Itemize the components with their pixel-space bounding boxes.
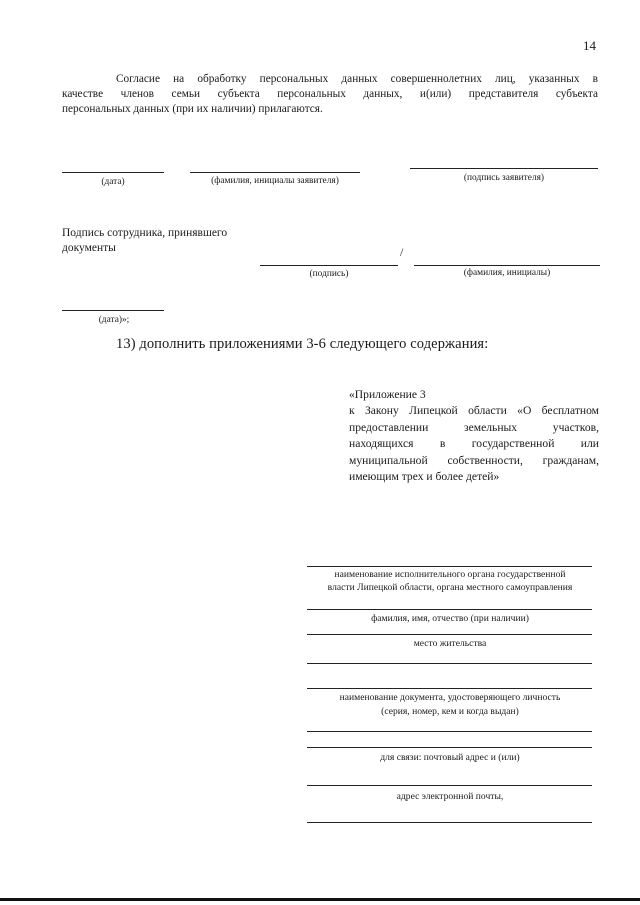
applicant-signature-line	[410, 168, 598, 169]
identity-doc-caption-line-1: наименование документа, удостоверяющего личность	[339, 692, 561, 703]
full-name-caption: фамилия, имя, отчество (при наличии)	[371, 613, 529, 624]
appendix-header	[349, 387, 599, 485]
residence-field-line	[307, 634, 592, 635]
appendix-title: «Приложение 3	[349, 388, 426, 401]
authority-caption-line-1: наименование исполнительного органа государственной	[334, 569, 566, 580]
consent-line-3: персональных данных (при их наличии) прилагаются.	[62, 103, 323, 115]
authority-field-line	[307, 566, 592, 567]
applicant-name-line	[190, 172, 360, 173]
employee-date-line	[62, 310, 164, 311]
consent-line-1: Согласие на обработку персональных данных совершеннолетних лиц, указанных в	[116, 73, 598, 85]
amendment-text: 13) дополнить приложениями 3-6 следующего содержания:	[116, 336, 489, 352]
scan-bottom-edge	[0, 898, 640, 901]
page-number: 14	[583, 38, 596, 53]
employee-name-line	[414, 265, 600, 266]
residence-extra-line	[307, 663, 592, 664]
identity-doc-caption-line-2: (серия, номер, кем и когда выдан)	[381, 706, 519, 717]
employee-signature-caption: (подпись)	[309, 269, 349, 279]
appendix-line-4: муниципальной собственности, гражданам,	[349, 453, 599, 467]
signature-separator: /	[400, 245, 404, 259]
employee-name-caption: (фамилия, инициалы)	[463, 268, 551, 278]
contact-caption: для связи: почтовый адрес и (или)	[380, 752, 520, 763]
appendix-line-2: предоставлении земельных участков,	[349, 420, 599, 434]
email-caption: адрес электронной почты,	[396, 791, 504, 802]
employee-signature-label	[62, 226, 227, 256]
authority-caption-line-2: власти Липецкой области, органа местного самоуправления	[327, 582, 573, 593]
residence-caption: место жительства	[413, 638, 487, 649]
contact-extra-line	[307, 785, 592, 786]
employee-signature-line	[260, 265, 398, 266]
full-name-field-line	[307, 609, 592, 610]
employee-date-caption: (дата)»;	[98, 315, 130, 325]
applicant-name-caption: (фамилия, инициалы заявителя)	[211, 176, 339, 186]
appendix-line-1: к Закону Липецкой области «О бесплатном	[349, 404, 599, 418]
applicant-signature-caption: (подпись заявителя)	[463, 173, 545, 183]
appendix-line-5: имеющим трех и более детей»	[349, 470, 500, 484]
date-caption: (дата)	[101, 177, 125, 187]
contact-field-line	[307, 747, 592, 748]
identity-doc-field-line	[307, 688, 592, 689]
date-line	[62, 172, 164, 173]
employee-label-line-2: документы	[62, 242, 116, 254]
authority-caption	[300, 568, 600, 594]
email-field-line	[307, 822, 592, 823]
consent-line-2: качестве членов семьи субъекта персональных данных, и(или) представителя субъекта	[62, 88, 598, 100]
appendix-line-3: находящихся в государственной или	[349, 437, 599, 451]
identity-doc-caption	[300, 691, 600, 719]
consent-paragraph	[62, 72, 598, 117]
identity-doc-extra-line	[307, 731, 592, 732]
employee-label-line-1: Подпись сотрудника, принявшего	[62, 227, 228, 239]
